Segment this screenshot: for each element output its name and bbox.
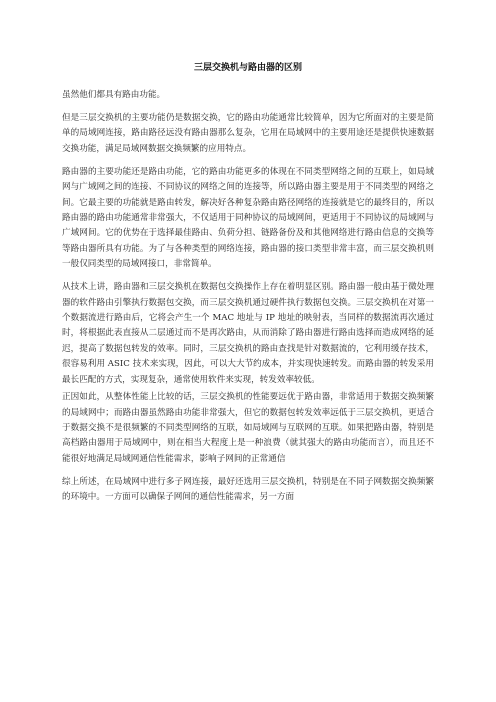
paragraph-router-function: 路由器的主要功能还是路由功能，它的路由功能更多的体现在不同类型网络之间的互联上，如局域网与广域网之间的连接、不同协议的网络之间的连接等，所以路由器主要是用于不同类型的网络之间。它最主要的功能就是路由转发，解决好各种复杂路由路径网络的连接就是它的最终目的，所以路由器的路由功能通常非常强大，不仅适用于同种协议的局域网间，更适用于不同协议的局域网与广域网间。它的优势在于选择最佳路由、负荷分担、链路备份及和其他网络进行路由信息的交换等等路由器所具有功能。为了与各种类型的网络连接，路由器的接口类型非常丰富，而三层交换机则一般仅同类型的局域网接口，非常简单。 <box>62 166 434 270</box>
paragraph-intro: 虽然他们都具有路由功能。 <box>62 90 166 100</box>
paragraph-technical-difference: 从技术上讲，路由器和三层交换机在数据包交换操作上存在着明显区别。路由器一般由基于微处理器的软件路由引擎执行数据包交换，而三层交换机通过硬件执行数据包交换。三层交换机在对第一个数据流进行路由后，它将会产生一个 MAC 地址与 IP 地址的映射表，当同样的数据流再次通过时，将根据此表直接从二层通过而不是再次路由，从而消除了路由器进行路由选择而造成网络的延迟，提高了数据包转发的效率。同时，三层交换机的路由查找是针对数据流的，它利用缓存技术，很容易利用 ASIC 技术来实现，因此，可以大大节约成本，并实现快速转发。而路由器的转发采用最长匹配的方式，实现复杂，通常使用软件来实现，转发效率较低。 <box>62 282 434 385</box>
paragraph-conclusion: 综上所述，在局域网中进行多子网连接，最好还选用三层交换机，特别是在不同子网数据交换频繁的环境中。一方面可以确保子网间的通信性能需求，另一方面 <box>62 476 434 503</box>
paragraph-performance: 正因如此，从整体性能上比较的话，三层交换机的性能要远优于路由器，非常适用于数据交换频繁的局域网中；而路由器虽然路由功能非常强大，但它的数据包转发效率远低于三层交换机，更适合于数据交换不是很频繁的不同类型网络的互联，如局域网与互联网的互联。如果把路由器，特别是高档路由器用于局域网中，则在相当大程度上是一种浪费（就其强大的路由功能而言），而且还不能很好地满足局域网通信性能需求，影响子网间的正常通信 <box>62 392 434 464</box>
document-body <box>62 88 434 513</box>
document-title: 三层交换机与路由器的区别 <box>193 63 302 73</box>
paragraph-switch-function: 但是三层交换机的主要功能仍是数据交换，它的路由功能通常比较简单，因为它所面对的主要是简单的局域网连接，路由路径远没有路由器那么复杂，它用在局域网中的主要用途还是提供快速数据交换功能，满足局域网数据交换频繁的应用特点。 <box>62 113 434 154</box>
